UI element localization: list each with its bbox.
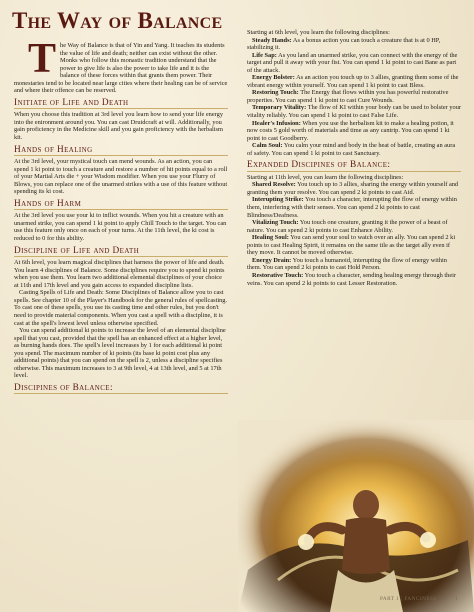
discipline-entry xyxy=(247,272,461,287)
discipline-name: Calm Soul: xyxy=(252,142,283,150)
discipline-entry xyxy=(247,52,461,75)
discipline-entry xyxy=(247,89,461,104)
section-heading-disciplines: Discipines of Balance: xyxy=(14,385,228,395)
discipline-text: As you land an unarmed strike, you can connect with the energy of the target and pull it away with your fist. You can spend 1 ki point to cast Bane as part of the attack. xyxy=(247,51,458,74)
section-heading-hands-of-harm: Hands of Harm xyxy=(14,201,228,211)
section-paragraph: You can spend additional ki points to increase the level of an elemental discipline spell that you cast, provided that the spell has an enhanced effect at a higher level, as burning hands does. The spell's level increases by 1 for each additional ki point you spend. The maximum number of ki points (its base ki point cost plus any additional points) that you can spend on the spell is 2, unless a discipline specifies otherwise. This maximum increases to 3 at 9th level, 4 at 13th level, and 5 at 17th level. xyxy=(14,327,226,380)
discipline-entry xyxy=(247,219,461,234)
section-paragraph: At the 3rd level, your mystical touch can mend wounds. As an action, you can spend 1 ki point to touch a creature and restore a number of hit points equal to a roll of your Martial Arts die + your Wisdom modifier. When you use your Flurry of Blows, you can replace one of the unarmed strikes with a use of this feature without spending its ki cost. xyxy=(14,158,228,196)
page-number: 1 xyxy=(455,596,458,602)
left-column xyxy=(14,36,228,396)
drop-cap: T xyxy=(28,36,57,82)
disciplines-intro: Starting at 6th level, you learn the following disciplines: xyxy=(247,29,390,36)
discipline-text: You calm your mind and body in the heat of battle, creating an aura of safety. You can spend 1 ki point to cast Sanctuary. xyxy=(247,142,456,157)
section-paragraph: At 6th level, you learn magical disciplines that harness the power of life and death. You learn 4 disciplines of Balance. Some disciplines require you to spend ki points when you use them. You learn two additional elemental disciplines of your choice at 11th and 17th level and you gain access to expanded discipline lists. xyxy=(14,259,225,289)
discipline-entry xyxy=(247,234,461,257)
page-title: The Way of Balance xyxy=(12,8,223,33)
discipline-text: You touch a character, interupting the flow of energy within them, interfering with their senses. You can spend 2 ki points to cast Blindness/Deafness. xyxy=(247,196,457,219)
discipline-text: The Energy that flows within you has powerful restorative properties. You can spend 1 ki point to cast Cure Wounds. xyxy=(247,89,449,104)
section-heading-initiate: Initiate of Life and Death xyxy=(14,100,228,110)
section-paragraph: When you choose this tradition at 3rd level you learn how to send your life energy into the enironment around you. You can cast Druidcraft at will. Additionally, you gain proficiency in the Medicine skill and you gain proficiency with the herbalism kit. xyxy=(14,111,223,142)
discipline-entry xyxy=(247,74,461,89)
discipline-name: Healer's Infusion: xyxy=(252,119,301,127)
discipline-text: You can send your soul to watch over an ally. You can spend 2 ki points to cast Healing Spirit, it remains on the same tile as the target ally even if they move. It cannot be moved otherwise. xyxy=(247,234,456,257)
discipline-name: Interupting Strike: xyxy=(252,196,304,204)
discipline-text: You touch up to 3 allies, sharing the energy within yourself and granting them your resolve. You can spend 2 ki points to cast Aid. xyxy=(247,181,459,196)
discipline-name: Energy Bolster: xyxy=(252,74,295,82)
discipline-name: Shared Resolve: xyxy=(252,181,296,189)
discipline-entry xyxy=(247,181,461,196)
discipline-name: Temporary Vitality: xyxy=(252,104,307,112)
discipline-text: The flow of KI within your body can be used to bolster your vitality reliably. You can spend 1 ki point to cast False Life. xyxy=(247,104,461,120)
intro-text: he Way of Balance is that of Yin and Yang. It teaches its students the value of life and death; neither can exist without the other. Monks who follow this monastic tradition understand that the power to give life is also the power to take life and it is the balance of these forces within that grants them power. Their monestaries tend to be located near large cities where their healing can be of service and where their offence can be reserved. xyxy=(14,42,228,95)
section-heading-expanded: Expanded Discipines of Balance: xyxy=(247,162,461,172)
expanded-disciplines-list xyxy=(247,181,461,287)
right-column xyxy=(247,29,461,287)
page-footer: PART 1 | FANCINESS xyxy=(380,596,437,602)
discipline-name: Restorative Touch: xyxy=(252,271,304,279)
section-heading-discipline: Discipline of Life and Death xyxy=(14,248,228,258)
discipline-text: When you use the herbalism kit to make a healing potion, it now costs 5 gold worth of materials and time as any cantrip. You can spend 1 ki point to cast Goodberry. xyxy=(247,119,454,142)
discipline-name: Energy Drain: xyxy=(252,256,292,264)
section-paragraph: Casting Spells of Life and Death: Some Disciplines of Balance allow you to cast spells. See chapter 10 of the Player's Handbook for the general rules of spellcasting. To cast one of these spells, you use its casting time and other rules, but you don't need to provide material components. When you cast a spell with a discipline, it is cast at the spell's lowest level unless otherwise specified. xyxy=(14,289,228,327)
discipline-name: Vitalizing Touch: xyxy=(252,219,299,227)
discipline-text: As an action you touch up to 3 allies, granting them some of the vibrant energy within yourself. You can spend 1 ki point to cast Bless. xyxy=(247,74,459,89)
disciplines-list xyxy=(247,37,461,158)
intro-paragraph xyxy=(14,36,228,95)
discipline-name: Healing Soul: xyxy=(252,234,289,242)
discipline-text: You touch a humanoid, interupting the flow of energy within them. You can spend 2 ki points to cast Hold Person. xyxy=(247,256,447,272)
monk-figure-art xyxy=(238,420,474,612)
section-heading-hands-of-healing: Hands of Healing xyxy=(14,147,228,157)
expanded-intro: Starting at 11th level, you can learn the following disciplines: xyxy=(247,173,404,181)
discipline-entry xyxy=(247,120,461,143)
discipline-name: Steady Hands: xyxy=(252,36,292,44)
discipline-name: Life Sap: xyxy=(252,51,277,59)
section-paragraph: At the 3rd level you use your ki to inflict wounds. When you hit a creature with an unarmed strike, you can spend 1 ki point to apply Chill Touch to the target. You can use this feature only once on each of your turns. At the 11th level, the ki cost is reduced to 0 for this ability. xyxy=(14,212,227,243)
discipline-name: Restoring Touch: xyxy=(252,89,299,97)
discipline-entry xyxy=(247,104,461,119)
discipline-entry xyxy=(247,196,461,219)
discipline-entry xyxy=(247,37,461,52)
discipline-text: As a bonus action you can touch a creature that is at 0 HP, stabilizing it. xyxy=(247,36,441,52)
discipline-text: You touch a character, sending healing energy through their veins. You can spend 2 ki points to cast Lesser Restoration. xyxy=(247,271,457,287)
discipline-entry xyxy=(247,257,461,272)
discipline-entry xyxy=(247,142,461,157)
discipline-text: You touch one creature, granting it the power of a beast of nature. You can spend 2 ki points to cast Enhance Ability. xyxy=(247,219,448,234)
monk-illustration xyxy=(238,420,474,612)
